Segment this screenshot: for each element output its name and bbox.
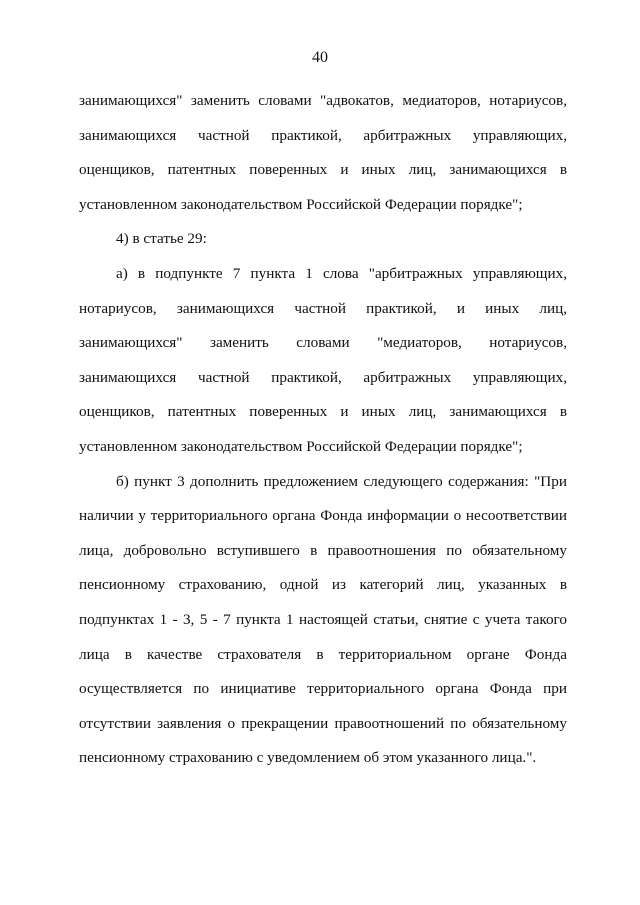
text-line: 4) в статье 29: [116, 230, 207, 248]
text-line: пенсионному страхованию с уведомлением об этом указанного лица.". [79, 749, 537, 767]
text-line: б) пункт 3 дополнить предложением следующего содержания: "При [116, 472, 567, 490]
text-line: осуществляется по инициативе территориального органа Фонда при [79, 680, 567, 698]
text-line: занимающихся" заменить словами "медиаторов, нотариусов, [79, 334, 567, 352]
text-line: установленном законодательством Российской Федерации порядке"; [79, 195, 523, 213]
text-line: лица, добровольно вступившего в правоотношения по обязательному [79, 541, 567, 559]
text-line: оценщиков, патентных поверенных и иных лиц, занимающихся в [79, 403, 567, 421]
text-line: подпунктах 1 - 3, 5 - 7 пункта 1 настоящей статьи, снятие с учета такого [79, 610, 567, 628]
text-line: а) в подпункте 7 пункта 1 слова "арбитражных управляющих, [116, 264, 567, 282]
page-number: 40 [312, 49, 328, 66]
text-line: установленном законодательством Российской Федерации порядке"; [79, 437, 523, 455]
text-line: занимающихся частной практикой, арбитражных управляющих, [79, 126, 567, 144]
text-line: нотариусов, занимающихся частной практикой, и иных лиц, [79, 299, 567, 317]
text-line: занимающихся частной практикой, арбитражных управляющих, [79, 368, 567, 386]
text-line: оценщиков, патентных поверенных и иных лиц, занимающихся в [79, 161, 567, 179]
text-line: отсутствии заявления о прекращении правоотношений по обязательному [79, 714, 567, 732]
text-line: лица в качестве страхователя в территориальном органе Фонда [79, 645, 567, 663]
document-body [79, 84, 567, 776]
text-line: занимающихся" заменить словами "адвокатов, медиаторов, нотариусов, [79, 92, 567, 109]
text-line: наличии у территориального органа Фонда информации о несоответствии [79, 507, 567, 525]
text-line: пенсионному страхованию, одной из категорий лиц, указанных в [79, 576, 567, 594]
